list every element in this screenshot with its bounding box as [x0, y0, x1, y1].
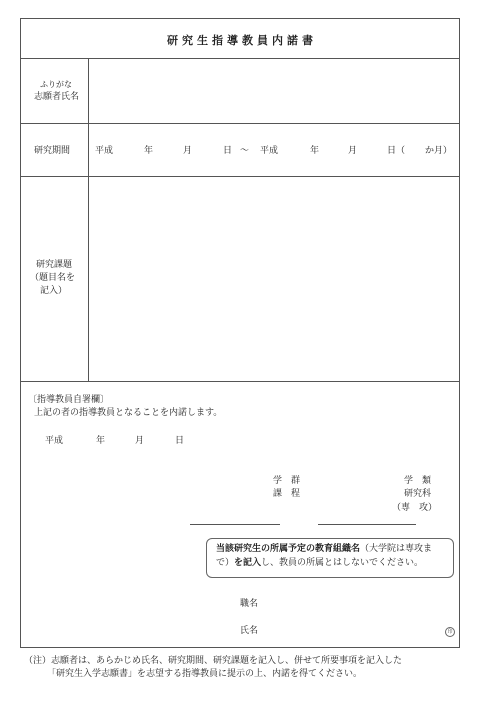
topic-row-divider [20, 381, 460, 382]
consent-text: 上記の者の指導教員となることを内諾します。 [34, 408, 223, 418]
gakugun-label: 学 群 [273, 476, 301, 486]
period-end-year: 年 [310, 146, 320, 156]
applicant-name-label: 志願者氏名 [34, 92, 80, 102]
topic-label-line1: 研究課題 [36, 260, 73, 270]
note-line1 [216, 544, 432, 555]
label-column-divider [88, 58, 89, 381]
advisor-section-label: 〔指導教員自署欄〕 [28, 395, 110, 405]
job-title-field[interactable] [262, 595, 442, 611]
organization-field-left[interactable] [190, 508, 280, 524]
period-separator: 〜 [240, 146, 250, 156]
name-row-divider [20, 123, 460, 124]
period-start-era: 平成 [95, 146, 114, 156]
advisor-date-era: 平成 [45, 436, 64, 446]
note-line2 [216, 558, 423, 569]
topic-label-line2: （題目名を [30, 273, 76, 283]
title-divider [20, 58, 460, 59]
period-start-day: 日 [223, 146, 233, 156]
senko-label: （専 攻） [392, 503, 438, 513]
seal-icon: 印 [445, 627, 455, 637]
applicant-name-field[interactable] [90, 60, 458, 122]
furigana-label: ふりがな [40, 80, 72, 89]
job-title-label: 職名 [240, 599, 259, 609]
footnote-line2: 「研究生入学志願書」を志望する指導教員に提示の上、内諾を得てください。 [47, 669, 363, 679]
note-bold-text-2: を記入 [234, 558, 262, 568]
period-end-month: 月 [348, 146, 358, 156]
org-field-underline-left [190, 524, 280, 525]
org-field-underline-right [318, 524, 416, 525]
note-bold-text: 当該研究生の所属予定の教育組織名 [216, 544, 361, 554]
signature-name-label: 氏名 [240, 626, 259, 636]
form-title: 研究生指導教員内諾書 [167, 34, 317, 47]
note-text-line2-start: で） [216, 558, 235, 568]
period-row-divider [20, 176, 460, 177]
period-label: 研究期間 [34, 146, 71, 156]
period-start-year: 年 [144, 146, 154, 156]
research-topic-field[interactable] [90, 178, 458, 380]
advisor-date-day: 日 [175, 436, 185, 446]
topic-label-line3: 記入） [40, 286, 68, 296]
footnote-line1: （注）志願者は、あらかじめ氏名、研究期間、研究課題を記入し、併せて所要事項を記入した [24, 656, 403, 666]
kenkyuka-label: 研究科 [404, 489, 432, 499]
organization-field-right[interactable] [318, 508, 416, 524]
katei-label: 課 程 [273, 489, 301, 499]
gakurui-label: 学 類 [404, 476, 432, 486]
note-text-line2-end: し、教員の所属とはしないでください。 [261, 558, 424, 568]
note-text-part1: （大学院は専攻ま [360, 544, 433, 554]
advisor-date-year: 年 [96, 436, 106, 446]
signature-name-field[interactable] [262, 622, 440, 638]
period-end-day: 日（ [387, 146, 406, 156]
period-end-era: 平成 [260, 146, 279, 156]
period-months: か月） [425, 146, 453, 156]
period-start-month: 月 [183, 146, 193, 156]
advisor-date-month: 月 [135, 436, 145, 446]
